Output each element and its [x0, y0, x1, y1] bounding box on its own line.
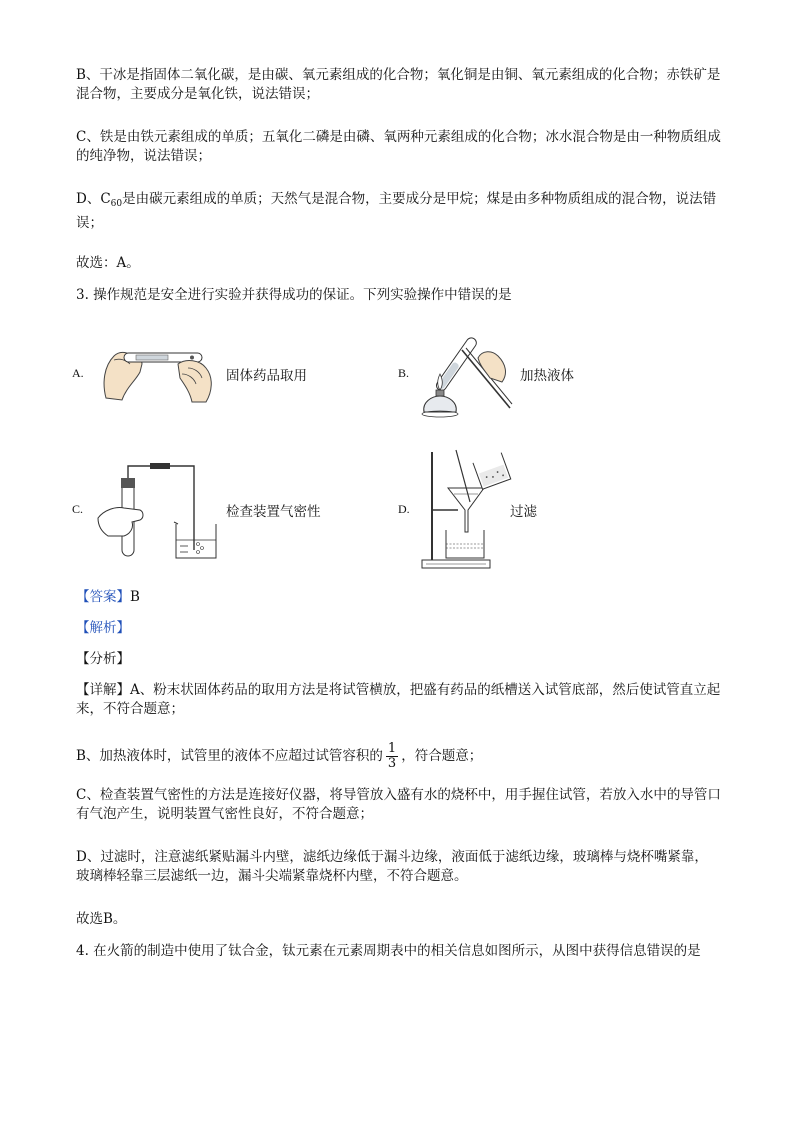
q2-choice: 故选：A。: [76, 255, 140, 271]
answer-line: [76, 588, 140, 607]
fraction-one-third: $\frac{1}{3}$: [387, 741, 397, 771]
heating-liquid-icon: [416, 330, 516, 422]
detail-c: C、检查装置气密性的方法是连接好仪器，将导管放入盛有水的烧杯中，用手握住试管，若放入水中的导管口有气泡产生，说明装置气密性良好，不符合题意；: [76, 787, 721, 822]
analysis-d: D、$C_{60}$是由碳元素组成的单质；天然气是混合物，主要成分是甲烷；煤是由多种物质组成的混合物，说法错误；: [76, 191, 717, 231]
option-a-letter: A.: [72, 366, 84, 380]
option-c-letter: C.: [72, 502, 84, 516]
option-b-label: 加热液体: [520, 368, 574, 384]
option-d-letter: D.: [398, 502, 410, 516]
q4-stem: 4. 在火箭的制造中使用了钛合金，钛元素在元素周期表中的相关信息如图所示，从图中获得信息错误的是: [76, 943, 701, 959]
detail-a: 【详解】A、粉末状固体药品的取用方法是将试管横放，把盛有药品的纸槽送入试管底部，然后使试管直立起来，不符合题意；: [76, 682, 721, 717]
answer-tag: 【答案】: [76, 589, 130, 605]
filtration-icon: [418, 448, 514, 574]
option-d-label: 过滤: [510, 504, 537, 520]
analysis-tag: 【分析】: [76, 651, 130, 667]
analysis-c: C、铁是由铁元素组成的单质；五氧化二磷是由磷、氧两种元素组成的化合物；冰水混合物是由一种物质组成的纯净物，说法错误；: [76, 129, 721, 164]
explain-tag: 【解析】: [76, 620, 130, 636]
analysis-b: B、干冰是指固体二氧化碳，是由碳、氧元素组成的化合物；氧化铜是由铜、氧元素组成的化合物；赤铁矿是混合物，主要成分是氧化铁，说法错误；: [76, 67, 721, 102]
option-c-label: 检查装置气密性: [226, 504, 321, 520]
q3-choice: 故选B。: [76, 911, 127, 927]
option-b-letter: B.: [398, 366, 410, 380]
answer-value: B: [130, 589, 140, 605]
q3-stem: 3. 操作规范是安全进行实验并获得成功的保证。下列实验操作中错误的是: [76, 287, 512, 303]
airtightness-check-icon: [94, 458, 222, 560]
test-tube-solid-icon: [96, 338, 220, 408]
detail-b: B、加热液体时，试管里的液体不应超过试管容积的 $\frac{1}{3}$ ，符合题意；: [76, 741, 483, 771]
detail-d: D、过滤时，注意滤纸紧贴漏斗内壁，滤纸边缘低于漏斗边缘，液面低于滤纸边缘，玻璃棒与烧杯嘴紧靠，玻璃棒轻靠三层滤纸一边，漏斗尖端紧靠烧杯内壁，不符合题意。: [76, 849, 708, 884]
option-a-label: 固体药品取用: [226, 368, 307, 384]
